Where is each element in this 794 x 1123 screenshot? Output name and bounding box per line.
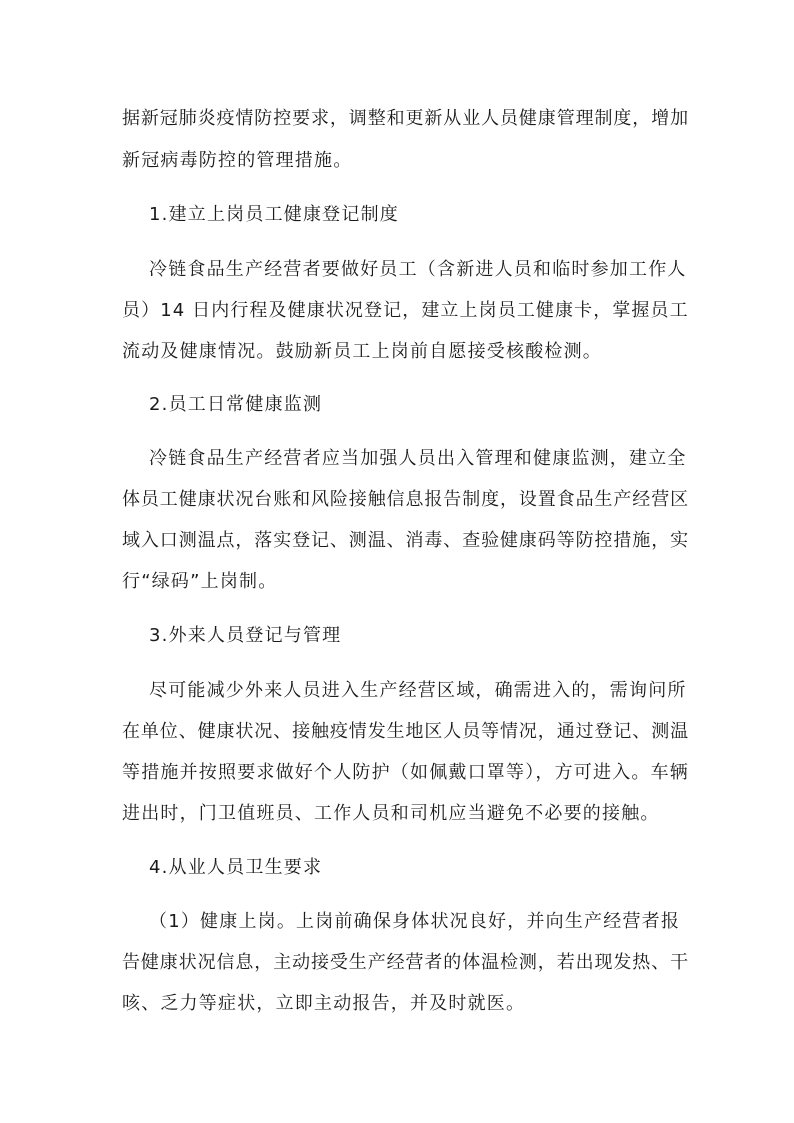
paragraph-line: 据新冠肺炎疫情防控要求，调整和更新从业人员健康管理制度，增加	[122, 108, 689, 129]
paragraph-line: 体员工健康状况台账和风险接触信息报告制度，设置食品生产经营区	[122, 489, 689, 510]
paragraph-line: 行“绿码”上岗制。	[122, 571, 278, 592]
paragraph-line: 冷链食品生产经营者应当加强人员出入管理和健康监测，建立全	[149, 448, 687, 469]
paragraph-line: 告健康状况信息，主动接受生产经营者的体温检测，若出现发热、干	[122, 952, 689, 973]
paragraph-line: 在单位、健康状况、接触疫情发生地区人员等情况，通过登记、测温	[122, 721, 689, 742]
section-heading: 4.从业人员卫生要求	[149, 857, 323, 878]
section-heading: 3.外来人员登记与管理	[149, 625, 342, 646]
paragraph-line: 域入口测温点，落实登记、测温、消毒、查验健康码等防控措施，实	[122, 530, 689, 551]
paragraph-line: 咳、乏力等症状，立即主动报告，并及时就医。	[122, 993, 526, 1014]
section-heading: 2.员工日常健康监测	[149, 394, 323, 415]
paragraph-line: 新冠病毒防控的管理措施。	[122, 150, 353, 171]
paragraph-line: 员）14 日内行程及健康状况登记，建立上岗员工健康卡，掌握员工	[122, 300, 689, 321]
paragraph-line: 等措施并按照要求做好个人防护（如佩戴口罩等），方可进入。车辆	[122, 762, 689, 783]
paragraph-line: （1）健康上岗。上岗前确保身体状况良好，并向生产经营者报	[149, 911, 681, 932]
section-heading: 1.建立上岗员工健康登记制度	[149, 204, 399, 225]
paragraph-line: 进出时，门卫值班员、工作人员和司机应当避免不必要的接触。	[122, 803, 660, 824]
paragraph-line: 尽可能减少外来人员进入生产经营区域，确需进入的，需询问所	[149, 680, 687, 701]
paragraph-line: 流动及健康情况。鼓励新员工上岗前自愿接受核酸检测。	[122, 341, 602, 362]
paragraph-line: 冷链食品生产经营者要做好员工（含新进人员和临时参加工作人	[149, 259, 687, 280]
